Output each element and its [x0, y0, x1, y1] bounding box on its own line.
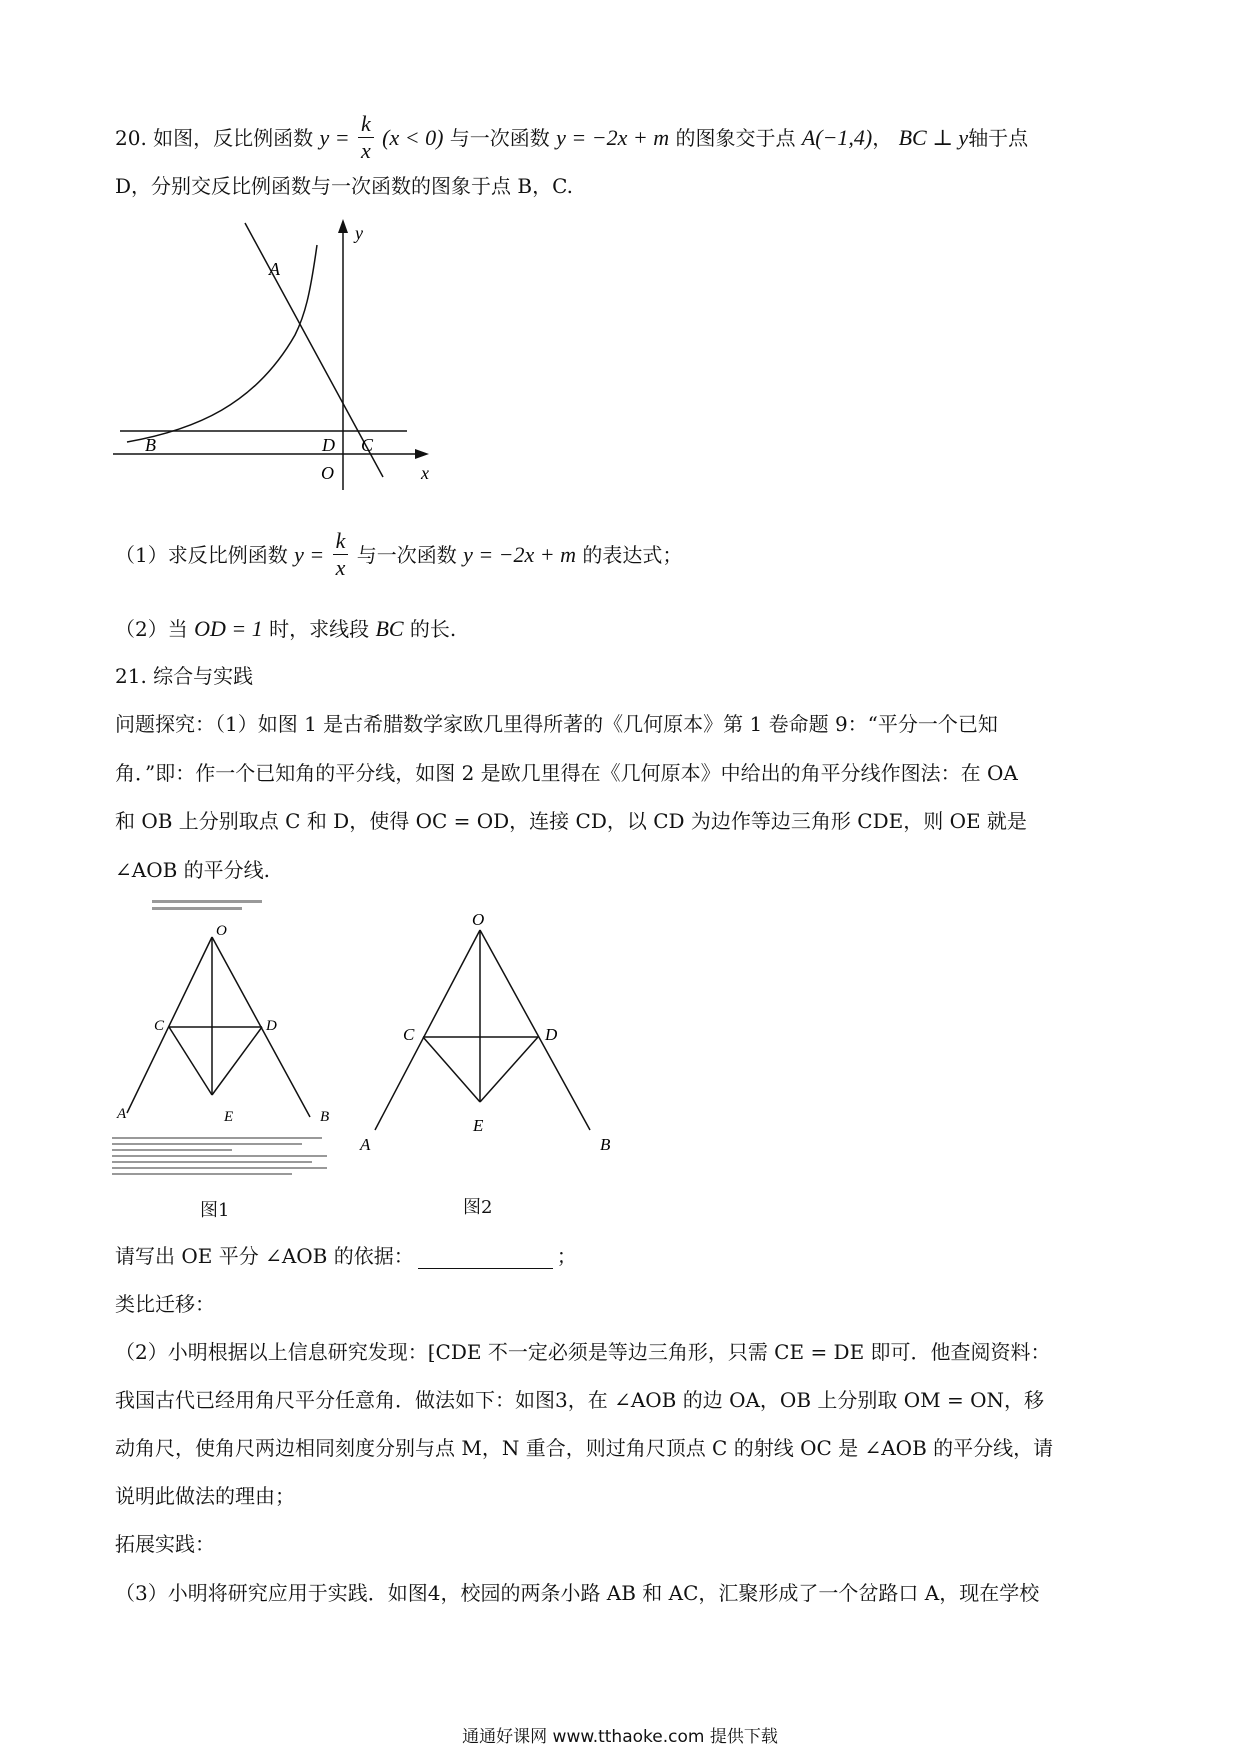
svg-text:O: O: [472, 910, 485, 929]
svg-text:C: C: [154, 1018, 165, 1034]
x-axis-arrow: [415, 449, 429, 459]
q21-title: 21. 综合与实践: [115, 664, 254, 688]
svg-text:E: E: [473, 1116, 484, 1135]
q20-graph: [105, 215, 435, 495]
label-b: B: [145, 435, 156, 455]
q21-p9: （3）小明将研究应用于实践．如图4，校园的两条小路 AB 和 AC，汇聚形成了一个岔路口 A，现在学校: [115, 1581, 1040, 1605]
label-x: x: [421, 463, 429, 483]
svg-text:C: C: [403, 1025, 415, 1044]
svg-text:E: E: [224, 1109, 234, 1125]
fig1-caption: 图1: [200, 1200, 230, 1221]
answer-blank[interactable]: [418, 1248, 553, 1269]
svg-text:A: A: [117, 1106, 127, 1122]
label-y: y: [355, 223, 363, 243]
linear-func: y = −2x + m: [556, 125, 670, 150]
q21-p6: 我国古代已经用角尺平分任意角．做法如下：如图3，在 ∠AOB 的边 OA，OB 上分别取 OM = ON，移: [115, 1388, 1044, 1412]
figure-1: [112, 895, 352, 1195]
point-a: A(−1,4): [801, 125, 873, 150]
q21-extend: 拓展实践：: [115, 1532, 215, 1556]
bc-perp-y: BC ⊥ y: [898, 125, 969, 150]
svg-text:D: D: [545, 1025, 558, 1044]
label-c: C: [361, 435, 374, 455]
y-axis-arrow: [338, 219, 348, 233]
svg-text:B: B: [600, 1135, 611, 1154]
q20-line2: D，分别交反比例函数与一次函数的图象于点 B，C.: [115, 174, 574, 198]
q21-p7: 动角尺，使角尺两边相同刻度分别与点 M，N 重合，则过角尺顶点 C 的射线 OC 是 ∠AOB 的平分线，请: [115, 1436, 1054, 1460]
q21-analogy: 类比迁移：: [115, 1292, 215, 1316]
hyperbola-curve: [127, 245, 317, 442]
svg-text:O: O: [216, 923, 227, 939]
domain-condition: (x < 0): [382, 125, 444, 150]
label-a: A: [269, 259, 280, 279]
q21-p5: （2）小明根据以上信息研究发现：⁅CDE 不一定必须是等边三角形，只需 CE = DE 即可．他查阅资料：: [115, 1340, 1051, 1364]
q21-p2: 角．”即：作一个已知角的平分线，如图 2 是欧几里得在《几何原本》中给出的角平分线作图法：在 OA: [115, 761, 1018, 785]
q20-line1: 20. 如图，反比例函数 y = $\frac{k}{x}$ (x < 0) 与一次函数 y = −2x + m 的图象交于点 A(−1,4)， BC ⊥ y轴于点: [115, 111, 1029, 163]
fig1-scan-text: [112, 900, 330, 1175]
fig2-caption: 图2: [463, 1197, 493, 1218]
q21-ask: 请写出 OE 平分 ∠AOB 的依据： ；: [115, 1244, 577, 1268]
label-d: D: [322, 435, 335, 455]
func1-lhs: y =: [319, 125, 350, 150]
q21-p1: 问题探究：（1）如图 1 是古希腊数学家欧几里得所著的《几何原本》第 1 卷命题 9：“平分一个已知: [115, 712, 998, 736]
fraction-k-over-x: $\frac{k}{x}$: [358, 111, 374, 164]
q21-p4: ∠AOB 的平分线.: [115, 858, 271, 882]
sub1-fraction: $\frac{k}{x}$: [333, 528, 349, 581]
q21-p3: 和 OB 上分别取点 C 和 D，使得 OC = OD，连接 CD，以 CD 为边作等边三角形 CDE，则 OE 就是: [115, 809, 1027, 833]
svg-text:A: A: [360, 1135, 371, 1154]
svg-text:D: D: [266, 1018, 277, 1034]
q20-sub2: （2）当 OD = 1 时，求线段 BC 的长.: [115, 616, 457, 641]
svg-text:B: B: [320, 1109, 330, 1125]
label-o: O: [321, 463, 334, 483]
page-footer: 通通好课网 www.tthaoke.com 提供下载: [462, 1727, 778, 1747]
q20-sub1: （1）求反比例函数 y = $\frac{k}{x}$ 与一次函数 y = −2x + m 的表达式；: [115, 528, 683, 580]
q21-p8: 说明此做法的理由；: [115, 1484, 295, 1508]
figure-2: [355, 905, 625, 1175]
